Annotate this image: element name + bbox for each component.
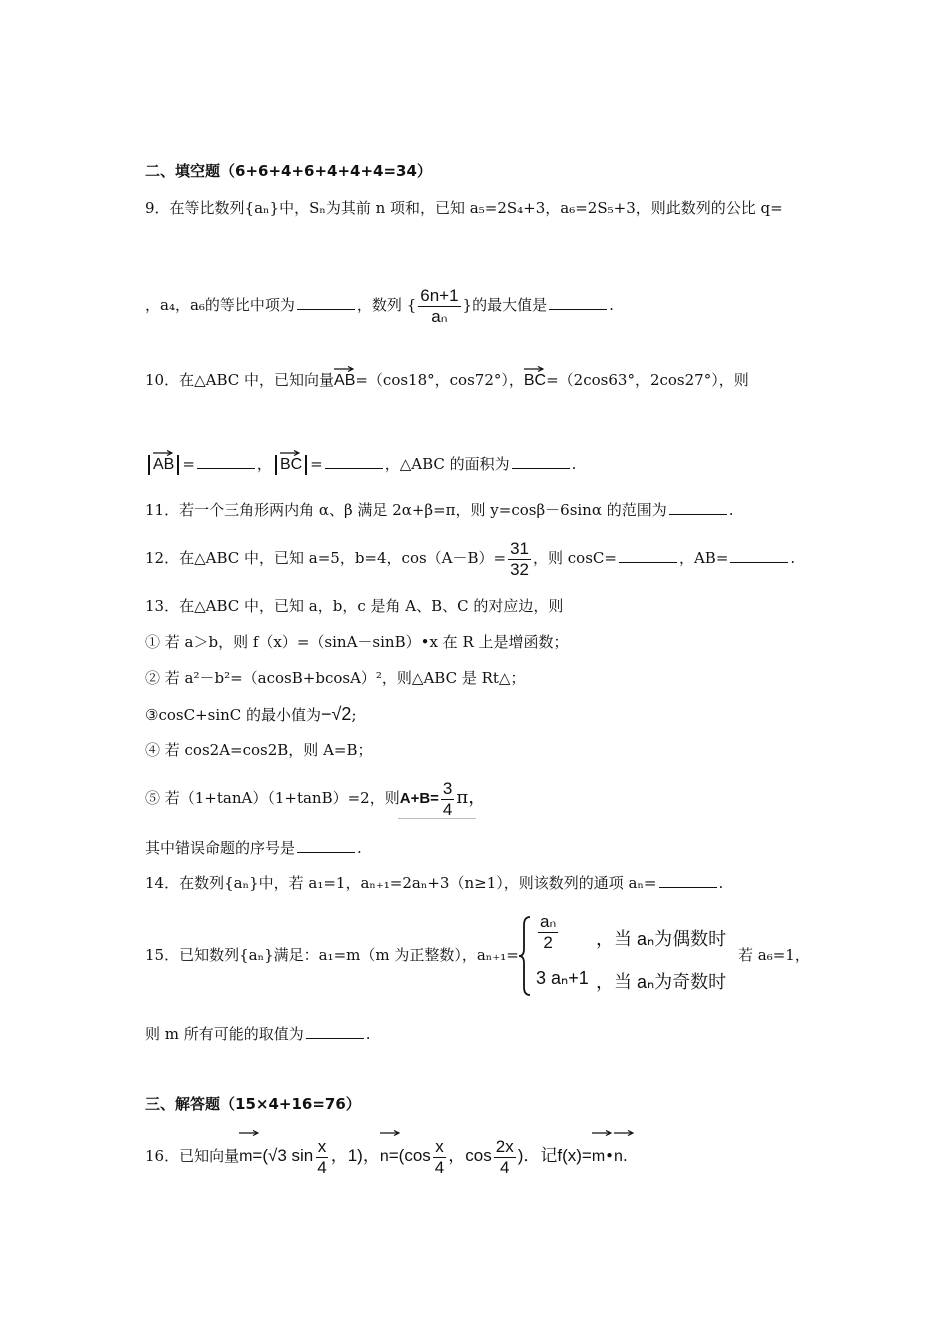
q10-eq: = xyxy=(310,455,323,473)
q16-frac-x4 xyxy=(433,1137,446,1178)
answer-blank[interactable] xyxy=(730,548,788,563)
fraction-denominator: 32 xyxy=(510,559,530,579)
q13-stem: 13．在△ABC 中，已知 a，b，c 是角 A、B、C 的对应边，则 xyxy=(145,597,564,615)
vector-arrow-icon xyxy=(334,366,354,372)
vector-bc xyxy=(280,450,302,476)
vector-arrow-icon xyxy=(280,450,300,456)
q14 xyxy=(145,872,723,894)
answer-blank[interactable] xyxy=(549,295,607,310)
vector-arrow-icon xyxy=(380,1130,400,1136)
q15-case1-condition: ，当 aₙ为偶数时 xyxy=(596,929,727,949)
q12-end: . xyxy=(790,549,796,567)
q10-line1 xyxy=(145,366,749,392)
answer-blank[interactable] xyxy=(619,548,677,563)
q13-item3 xyxy=(145,703,357,726)
q16-n-expr-a: =(cos xyxy=(388,1146,431,1165)
vector-ab xyxy=(153,450,174,476)
q10-text-a: 10．在△ABC 中，已知向量 xyxy=(145,371,335,389)
fraction-denominator: 4 xyxy=(434,1157,445,1177)
abs-bar xyxy=(177,455,179,475)
q13-item2: ② 若 a²－b²=（acosB+bcosA）²，则△ABC 是 Rt△； xyxy=(145,669,526,687)
vector-arrow-icon xyxy=(153,450,173,456)
fraction-numerator: 2x xyxy=(495,1136,514,1156)
q13-item3-value: −√2 xyxy=(321,704,352,724)
fraction-numerator: x xyxy=(317,1136,327,1156)
q13-item1: ① 若 a＞b，则 f（x）=（sinA－sinB）•x 在 R 上是增函数； xyxy=(145,633,569,651)
q13-item5-text: ⑤ 若（1+tanA）（1+tanB）=2，则 xyxy=(145,789,400,807)
q15-case1-fraction xyxy=(536,912,560,953)
q16-n-expr-c: )．记f(x)= xyxy=(517,1146,592,1165)
q16-end: . xyxy=(622,1147,628,1165)
q14-end: . xyxy=(718,874,724,892)
q15-case1-frac xyxy=(538,912,558,953)
vector-m-label: m xyxy=(591,1148,606,1165)
fraction-denominator: aₙ xyxy=(431,306,448,326)
answer-blank[interactable] xyxy=(325,454,383,469)
q14-text: 14．在数列{aₙ}中，若 a₁=1，aₙ₊₁=2aₙ+3（n≥1），则该数列的通项 aₙ= xyxy=(145,874,657,892)
q9-text-c: }的最大值是 xyxy=(462,296,548,314)
q12 xyxy=(145,536,795,580)
vector-n-label: n xyxy=(379,1148,389,1165)
fraction-numerator: 3 xyxy=(442,778,453,798)
q15-line2 xyxy=(145,1023,371,1045)
fraction-denominator: 2 xyxy=(543,933,553,952)
vector-bc xyxy=(524,366,546,392)
q9-line2 xyxy=(145,282,614,328)
vector-n-label: n xyxy=(614,1148,623,1165)
vector-m xyxy=(592,1130,605,1180)
section-title-answer: 三、解答题（15×4+16=76） xyxy=(145,1095,361,1113)
fraction-numerator: aₙ xyxy=(540,912,557,931)
q10-text-d: ，△ABC 的面积为 xyxy=(384,455,510,473)
vector-m xyxy=(239,1130,252,1180)
q11 xyxy=(145,499,734,521)
answer-blank[interactable] xyxy=(659,873,717,888)
q16-m-expr-b: ，1)， xyxy=(330,1146,380,1165)
q15-line2-text: 则 m 所有可能的取值为 xyxy=(145,1025,304,1043)
fraction-numerator: 6n+1 xyxy=(420,285,459,305)
vector-ab xyxy=(334,366,355,392)
vector-arrow-icon xyxy=(592,1130,612,1136)
q16-m-expr-a: =(√3 sin xyxy=(252,1146,314,1165)
vector-bc-label: BC xyxy=(279,456,303,473)
q10-line2 xyxy=(145,450,576,476)
q13-end: . xyxy=(357,839,362,857)
q9-text-a: ，a₄，a₆的等比中项为 xyxy=(145,296,295,314)
q12-fraction xyxy=(508,539,531,580)
q12-text-a: 12．在△ABC 中，已知 a=5，b=4，cos（A－B）= xyxy=(145,549,507,567)
section-title-fill-in: 二、填空题（6+6+4+6+4+4+4=34） xyxy=(145,162,432,180)
q12-text-c: ，AB= xyxy=(678,549,729,567)
fraction-denominator: 4 xyxy=(317,1157,327,1177)
q13-item5-fraction xyxy=(441,779,454,820)
answer-blank[interactable] xyxy=(306,1024,364,1039)
q13-item5 xyxy=(145,776,486,821)
q13-item3-text: ③cosC+sinC 的最小值为 xyxy=(145,706,322,724)
q16-prefix: 16．已知向量 xyxy=(145,1147,240,1165)
vector-n xyxy=(614,1130,623,1180)
fraction-numerator: 31 xyxy=(510,538,530,558)
q13-item4: ④ 若 cos2A=cos2B，则 A=B； xyxy=(145,741,373,759)
abs-bar xyxy=(275,455,277,475)
q16 xyxy=(145,1130,628,1180)
q16-frac-x4 xyxy=(315,1137,328,1178)
fraction-denominator: 4 xyxy=(499,1157,510,1177)
vector-ab-label: AB xyxy=(334,372,356,389)
vector-ab-label: AB xyxy=(153,456,175,473)
answer-blank[interactable] xyxy=(197,454,255,469)
q11-text: 11．若一个三角形两内角 α、β 满足 2α+β=π，则 y=cosβ－6sinα 的范围为 xyxy=(145,501,667,519)
q16-dot: • xyxy=(605,1147,615,1165)
abs-bar xyxy=(305,455,307,475)
q15-prefix: 15．已知数列{aₙ}满足：a₁=m（m 为正整数），aₙ₊₁= xyxy=(145,946,519,964)
answer-blank[interactable] xyxy=(297,295,355,310)
q13-item5-expr: A+B= xyxy=(399,790,439,807)
q15-suffix: 若 a₆=1， xyxy=(738,946,810,964)
q15-case2-condition: ，当 aₙ为奇数时 xyxy=(596,972,727,992)
answer-blank[interactable] xyxy=(512,454,570,469)
q10-comma: ， xyxy=(256,455,272,473)
abs-bar xyxy=(148,455,150,475)
vector-n xyxy=(380,1130,389,1180)
q10-end: . xyxy=(571,455,577,473)
q10-eq: = xyxy=(182,455,195,473)
q16-frac-2x4 xyxy=(494,1137,516,1178)
vector-arrow-icon xyxy=(524,366,544,372)
q13-item3-end: ; xyxy=(351,706,357,724)
q9-fraction xyxy=(418,286,460,327)
q11-end: . xyxy=(728,501,734,519)
fraction-numerator: x xyxy=(435,1136,444,1156)
vector-m-label: m xyxy=(239,1148,253,1165)
q13-item5-pi: π， xyxy=(456,787,487,808)
q9-end: . xyxy=(609,296,614,314)
q9-line1: 9．在等比数列{aₙ}中，Sₙ为其前 n 项和，已知 a₅=2S₄+3，a₆=2S₅+3，则此数列的公比 q= xyxy=(145,199,783,217)
vector-arrow-icon xyxy=(239,1130,259,1136)
q12-text-b: ，则 cosC= xyxy=(533,549,617,567)
q15-case2-expression: 3 aₙ+1 xyxy=(536,968,589,988)
q9-text-b: ，数列 { xyxy=(356,296,417,314)
left-brace-icon xyxy=(518,915,532,997)
q15-end: . xyxy=(365,1025,371,1043)
q10-text-c: =（2cos63°，2cos27°），则 xyxy=(546,371,749,389)
divider xyxy=(398,818,476,819)
vector-arrow-icon xyxy=(614,1130,634,1136)
fraction-denominator: 4 xyxy=(442,799,453,819)
q10-text-b: =（cos18°，cos72°）， xyxy=(355,371,524,389)
answer-blank[interactable] xyxy=(669,500,727,515)
vector-bc-label: BC xyxy=(523,372,547,389)
answer-blank[interactable] xyxy=(297,838,355,853)
q16-n-expr-b: ，cos xyxy=(448,1146,492,1165)
q13-tail xyxy=(145,837,362,859)
q13-tail-text: 其中错误命题的序号是 xyxy=(145,839,296,857)
